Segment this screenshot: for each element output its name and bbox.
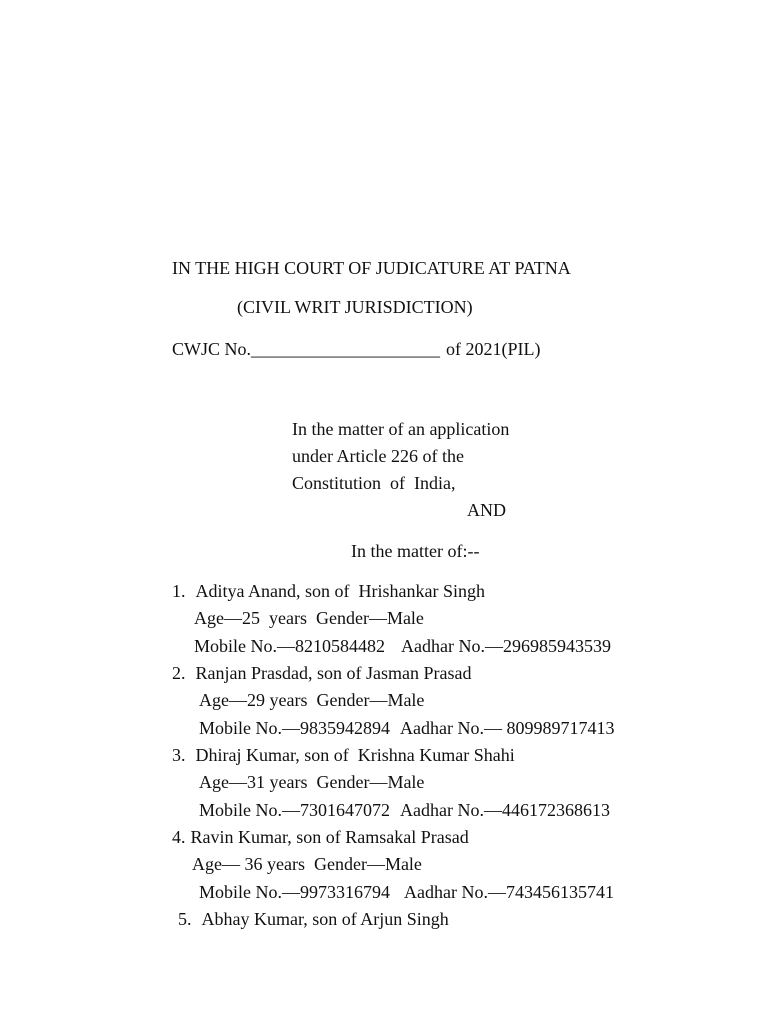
matter-line-2: under Article 226 of the [292, 446, 464, 466]
petitioner-name: Aditya Anand, son of Hrishankar Singh [195, 581, 485, 601]
petitioner-mobile: Mobile No.—9973316794 [199, 882, 390, 902]
petitioner-name: Abhay Kumar, son of Arjun Singh [201, 909, 449, 929]
petitioner-mobile: Mobile No.—9835942894 [199, 718, 390, 738]
and-separator: AND [467, 500, 506, 520]
petitioner-aadhar: Aadhar No.—743456135741 [404, 882, 614, 902]
petitioner-3-contact [199, 799, 610, 821]
petitioner-2-contact [199, 717, 614, 739]
petitioner-1-contact [194, 635, 611, 657]
matter-line-1: In the matter of an application [292, 419, 510, 439]
petitioner-number: 3. [172, 745, 186, 765]
matter-of-heading: In the matter of:-- [351, 541, 480, 561]
petitioner-2-name [172, 662, 471, 684]
petitioner-name: Ravin Kumar, son of Ramsakal Prasad [190, 827, 469, 847]
petitioner-4-contact [199, 881, 614, 903]
case-number-label: CWJC No. [172, 339, 252, 359]
petitioner-4-age: Age— 36 years Gender—Male [192, 854, 422, 874]
case-number-blank: _____________________ [251, 339, 441, 359]
petitioner-4-name [172, 826, 469, 848]
petitioner-1-name [172, 580, 485, 602]
case-number-line [172, 338, 541, 360]
case-number-suffix: of 2021(PIL) [446, 339, 541, 359]
petitioner-3-age: Age—31 years Gender—Male [199, 772, 425, 792]
matter-line-3: Constitution of India, [292, 473, 456, 493]
petitioner-aadhar: Aadhar No.— 809989717413 [400, 718, 615, 738]
petitioner-mobile: Mobile No.—7301647072 [199, 800, 390, 820]
petitioner-number: 1. [172, 581, 186, 601]
petitioner-mobile: Mobile No.—8210584482 [194, 636, 385, 656]
petitioner-name: Ranjan Prasdad, son of Jasman Prasad [195, 663, 472, 683]
petitioner-5-name [178, 908, 449, 930]
petitioner-3-name [172, 744, 515, 766]
court-title: IN THE HIGH COURT OF JUDICATURE AT PATNA [172, 258, 571, 278]
petitioner-number: 2. [172, 663, 186, 683]
petitioner-aadhar: Aadhar No.—446172368613 [400, 800, 610, 820]
petitioner-2-age: Age—29 years Gender—Male [199, 690, 425, 710]
petitioner-number: 4. [172, 827, 186, 847]
jurisdiction-heading: (CIVIL WRIT JURISDICTION) [237, 297, 473, 317]
petitioner-aadhar: Aadhar No.—296985943539 [401, 636, 611, 656]
petitioner-1-age: Age—25 years Gender—Male [194, 608, 424, 628]
petitioner-number: 5. [178, 909, 192, 929]
petitioner-name: Dhiraj Kumar, son of Krishna Kumar Shahi [195, 745, 515, 765]
